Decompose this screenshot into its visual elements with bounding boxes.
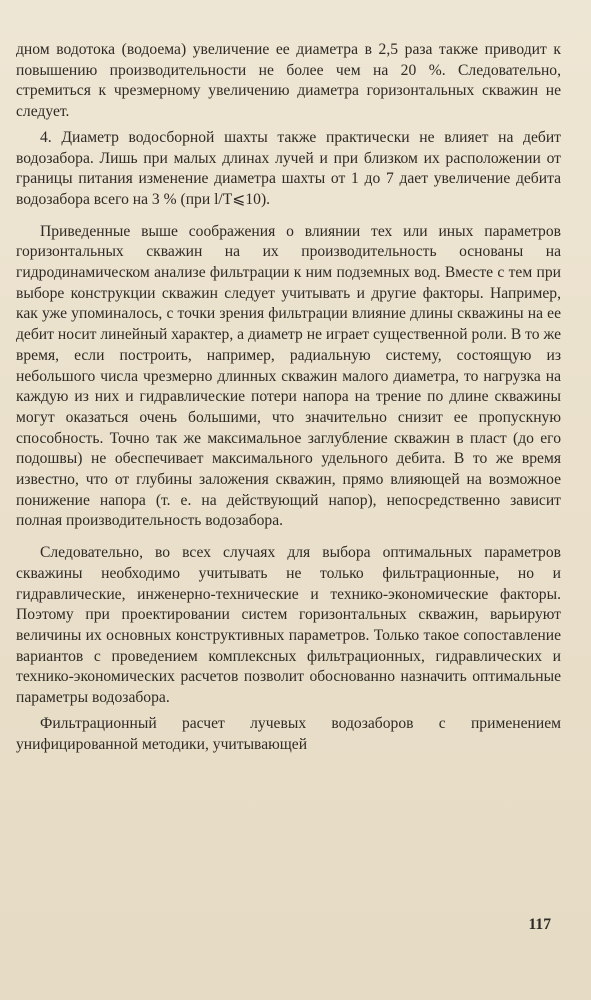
paragraph-parameters: Приведенные выше соображения о влиянии тех или иных параметров горизонтальных скважин на их производительность основаны на гидродинамическом анализе фильтрации к ним подземных вод. Вместе с тем при выборе конструкции скважин следует учитывать и другие факторы. Например, как уже упоминалось, с точки зрения фильтрации влияние длины скважины на ее дебит носит линейный характер, а диаметр не играет существенной роли. В то же время, если построить, например, радиальную систему, состоящую из небольшого числа чрезмерно длинных скважин малого диаметра, то нагрузка на каждую из них и гидравлические потери напора на трение по длине скважины могут оказаться очень большими, что значительно снизит ее пропускную способность. Точно так же максимальное заглубление скважин в пласт (до его подошвы) не обеспечивает максимального удельного дебита. В то же время известно, что от глубины заложения скважин, прямо влияющей на возможное понижение напора (т. е. на действующий напор), непосредственно зависит полная производительность водозабора.	[16, 222, 561, 530]
paragraph-filtration-calc: Фильтрационный расчет лучевых водозаборов с применением унифицированной методики, учитывающей	[16, 714, 561, 753]
page-number: 117	[528, 916, 551, 933]
paragraph-continued: дном водотока (водоема) увеличение ее диаметра в 2,5 раза также приводит к повышению производительности не более чем на 20 %. Следовательно, стремиться к чрезмерному увеличению диаметра горизонтальных скважин не следует.	[16, 41, 561, 121]
body-text	[16, 40, 561, 755]
paragraph-conclusion: Следовательно, во всех случаях для выбора оптимальных параметров скважины необходимо учитывать не только фильтрационные, но и гидравлические, инженерно-технические и технико-экономические факторы. Поэтому при проектировании систем горизонтальных скважин, варьируют величины их основных конструктивных параметров. Только такое сопоставление вариантов с проведением комплексных фильтрационных, гидравлических и технико-экономических расчетов позволит обоснованно назначить оптимальные параметры водозабора.	[16, 544, 561, 707]
paragraph-item-4: 4. Диаметр водосборной шахты также практически не влияет на дебит водозабора. Лишь при малых длинах лучей и при близком их расположении от границы питания изменение диаметра шахты от 1 до 7 дает увеличение дебита водозабора всего на 3 % (при l/T⩽10).	[16, 128, 561, 208]
